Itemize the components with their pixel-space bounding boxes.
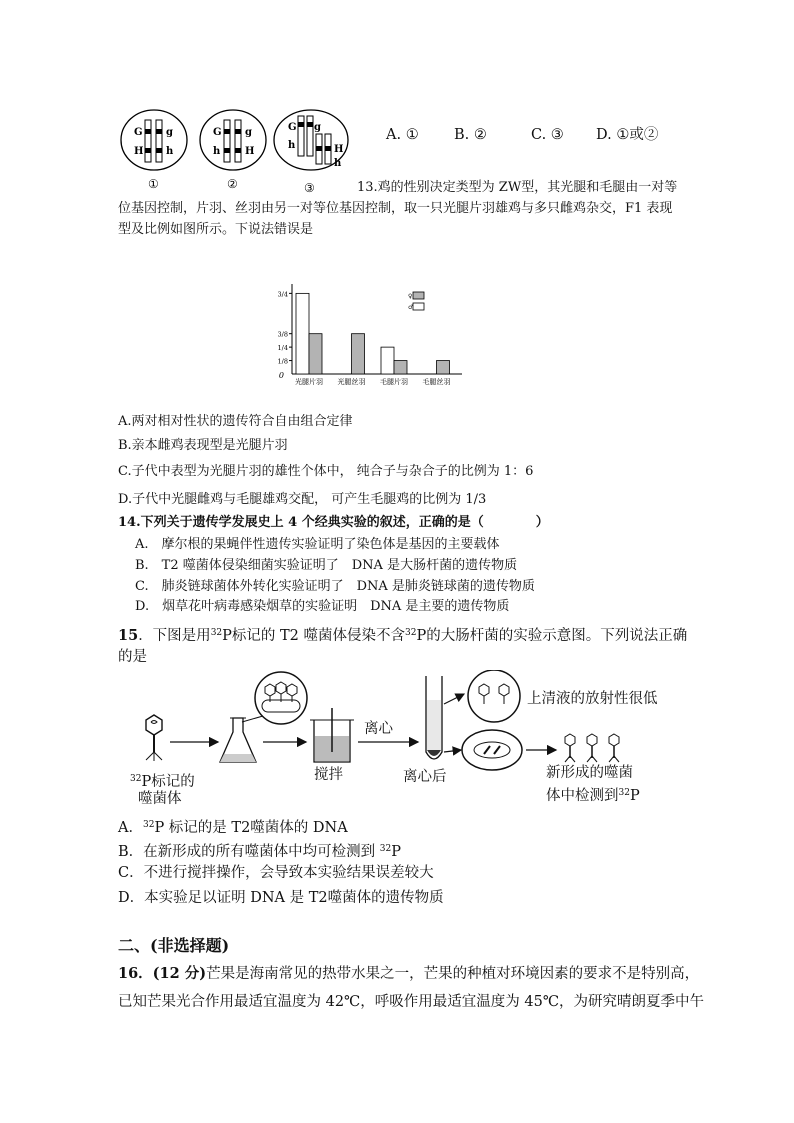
label-new-phage-line2: 体中检测到$^{32}$P xyxy=(546,788,640,804)
q15-option-d[interactable]: D．本实验足以证明 DNA 是 T2噬菌体的遗传物质 xyxy=(118,890,444,906)
label-after-centrifuge: 离心后 xyxy=(403,769,447,785)
chromosome-diagram-2 xyxy=(200,110,266,191)
q16-line2: 已知芒果光合作用最适宜温度为 42℃，呼吸作用最适宜温度为 45℃，为研究晴朗夏季中午 xyxy=(118,994,705,1010)
label-centrifuge: 离心 xyxy=(364,721,393,737)
d1-label: ① xyxy=(148,177,159,191)
q15-option-b[interactable]: B．在新形成的所有噬菌体中均可检测到 $^{32}$P xyxy=(118,844,401,860)
d2-left-top: G xyxy=(213,127,222,138)
y-tick-label: 1/8 xyxy=(277,357,288,366)
q12-option-d[interactable]: D. ①或② xyxy=(596,127,659,143)
q13-option-c[interactable]: C.子代中表型为光腿片羽的雄性个体中， 纯合子与杂合子的比例为 1：6 xyxy=(118,464,534,479)
q13-option-b[interactable]: B.亲本雌鸡表现型是光腿片羽 xyxy=(118,438,288,453)
legend-label: ♂ xyxy=(408,304,414,311)
q15-option-a[interactable]: A．$^{32}$P 标记的是 T2噬菌体的 DNA xyxy=(118,820,348,836)
q13-stem-line2: 位基因控制，片羽、丝羽由另一对等位基因控制，取一只光腿片羽雄鸡与多只雌鸡杂交，F1 表现 xyxy=(118,201,673,216)
d2-right-top: g xyxy=(245,127,252,138)
d3-right-bottom: H xyxy=(334,144,344,155)
q14-option-b[interactable]: B. T2 噬菌体侵染细菌实验证明了 DNA 是大肠杆菌的遗传物质 xyxy=(135,558,518,573)
bar xyxy=(437,361,450,374)
phage-icon xyxy=(146,715,162,761)
q13-option-d[interactable]: D.子代中光腿雌鸡与毛腿雄鸡交配， 可产生毛腿鸡的比例为 1/3 xyxy=(118,492,487,507)
y-tick-label-zero: 0 xyxy=(278,371,284,380)
test-tube-icon xyxy=(426,676,442,759)
q15-option-c[interactable]: C．不进行搅拌操作，会导致本实验结果误差较大 xyxy=(118,865,434,881)
q12-option-b[interactable]: B. ② xyxy=(454,127,487,143)
y-tick-label: 3/8 xyxy=(277,330,288,339)
label-phage: $^{32}$P标记的 xyxy=(130,774,195,790)
q13-bar-chart xyxy=(270,278,470,390)
d1-left-top: G xyxy=(134,127,143,138)
bar xyxy=(381,347,394,374)
d2-right-bottom: H xyxy=(245,146,255,157)
label-supernatant: 上清液的放射性很低 xyxy=(527,691,658,707)
flask-icon xyxy=(220,718,256,762)
d1-right-top: g xyxy=(166,127,173,138)
q13-stem-line3: 型及比例如图所示。下说法错误是 xyxy=(118,222,314,237)
label-new-phage-line1: 新形成的噬菌 xyxy=(546,765,633,781)
q16-head: 16．(12 分) xyxy=(118,965,207,982)
section-2-title: 二、(非选择题) xyxy=(118,936,230,955)
d3-label: ③ xyxy=(304,181,315,195)
q13-option-a[interactable]: A.两对相对性状的遗传符合自由组合定律 xyxy=(118,414,353,429)
d3-left-bottom: h xyxy=(288,140,296,151)
d1-right-bottom: h xyxy=(166,146,174,157)
magnified-infection-icon xyxy=(242,672,307,724)
q14-stem: 14.下列关于遗传学发展史上 4 个经典实验的叙述，正确的是（ ） xyxy=(118,515,549,530)
chromosome-diagram-3 xyxy=(274,110,348,195)
beaker-icon xyxy=(310,708,354,762)
d1-left-bottom: H xyxy=(134,146,144,157)
y-tick-label: 3/4 xyxy=(277,290,288,299)
q16-line1: 16．(12 分)芒果是海南常见的热带水果之一，芒果的种植对环境因素的要求不是特别高， xyxy=(118,965,700,982)
d2-label: ② xyxy=(227,177,238,191)
bar xyxy=(296,293,309,374)
legend-swatch xyxy=(413,303,424,310)
legend-label: ♀ xyxy=(408,293,413,300)
d3-extra: h xyxy=(334,158,342,169)
q13-stem-line1: 13.鸡的性别决定类型为 ZW型，其光腿和毛腿由一对等 xyxy=(357,180,678,195)
bar xyxy=(309,334,322,374)
q14-option-c[interactable]: C. 肺炎链球菌体外转化实验证明了 DNA 是肺炎链球菌的遗传物质 xyxy=(135,579,535,594)
q12-chromosome-figure xyxy=(118,108,358,198)
supernatant-circle-icon xyxy=(468,670,520,722)
chromosome-diagram-1 xyxy=(121,110,187,191)
q14-option-a[interactable]: A. 摩尔根的果蝇伴性遗传实验证明了染色体是基因的主要载体 xyxy=(135,537,500,552)
bar xyxy=(352,334,365,374)
d3-left-top: G xyxy=(288,122,297,133)
label-stir: 搅拌 xyxy=(314,767,343,783)
q15-number: 15 xyxy=(118,627,139,644)
legend-swatch xyxy=(413,292,424,299)
x-tick-label: 光腿片羽 xyxy=(295,378,323,386)
y-tick-label: 1/4 xyxy=(277,344,288,353)
x-tick-label: 光腿丝羽 xyxy=(337,378,366,386)
label-phage-line2: 噬菌体 xyxy=(138,791,182,807)
x-tick-label: 毛腿丝羽 xyxy=(422,378,451,386)
q15-stem-line1: 15．下图是用$^{32}$P标记的 T2 噬菌体侵染不含$^{32}$P的大肠杆菌的实验示意图。下列说法正确 xyxy=(118,627,688,644)
q12-option-c[interactable]: C. ③ xyxy=(531,127,564,143)
q15-stem-line2: 的是 xyxy=(118,649,147,665)
x-tick-label: 毛腿片羽 xyxy=(380,378,408,386)
q12-option-a[interactable]: A. ① xyxy=(386,127,419,143)
q14-option-d[interactable]: D. 烟草花叶病毒感染烟草的实验证明 DNA 是主要的遗传物质 xyxy=(135,599,510,614)
d2-left-bottom: h xyxy=(213,146,221,157)
new-phages-icon xyxy=(565,734,619,762)
d3-right-top: g xyxy=(314,122,321,133)
bar xyxy=(394,361,407,374)
pellet-circle-icon xyxy=(462,730,522,770)
